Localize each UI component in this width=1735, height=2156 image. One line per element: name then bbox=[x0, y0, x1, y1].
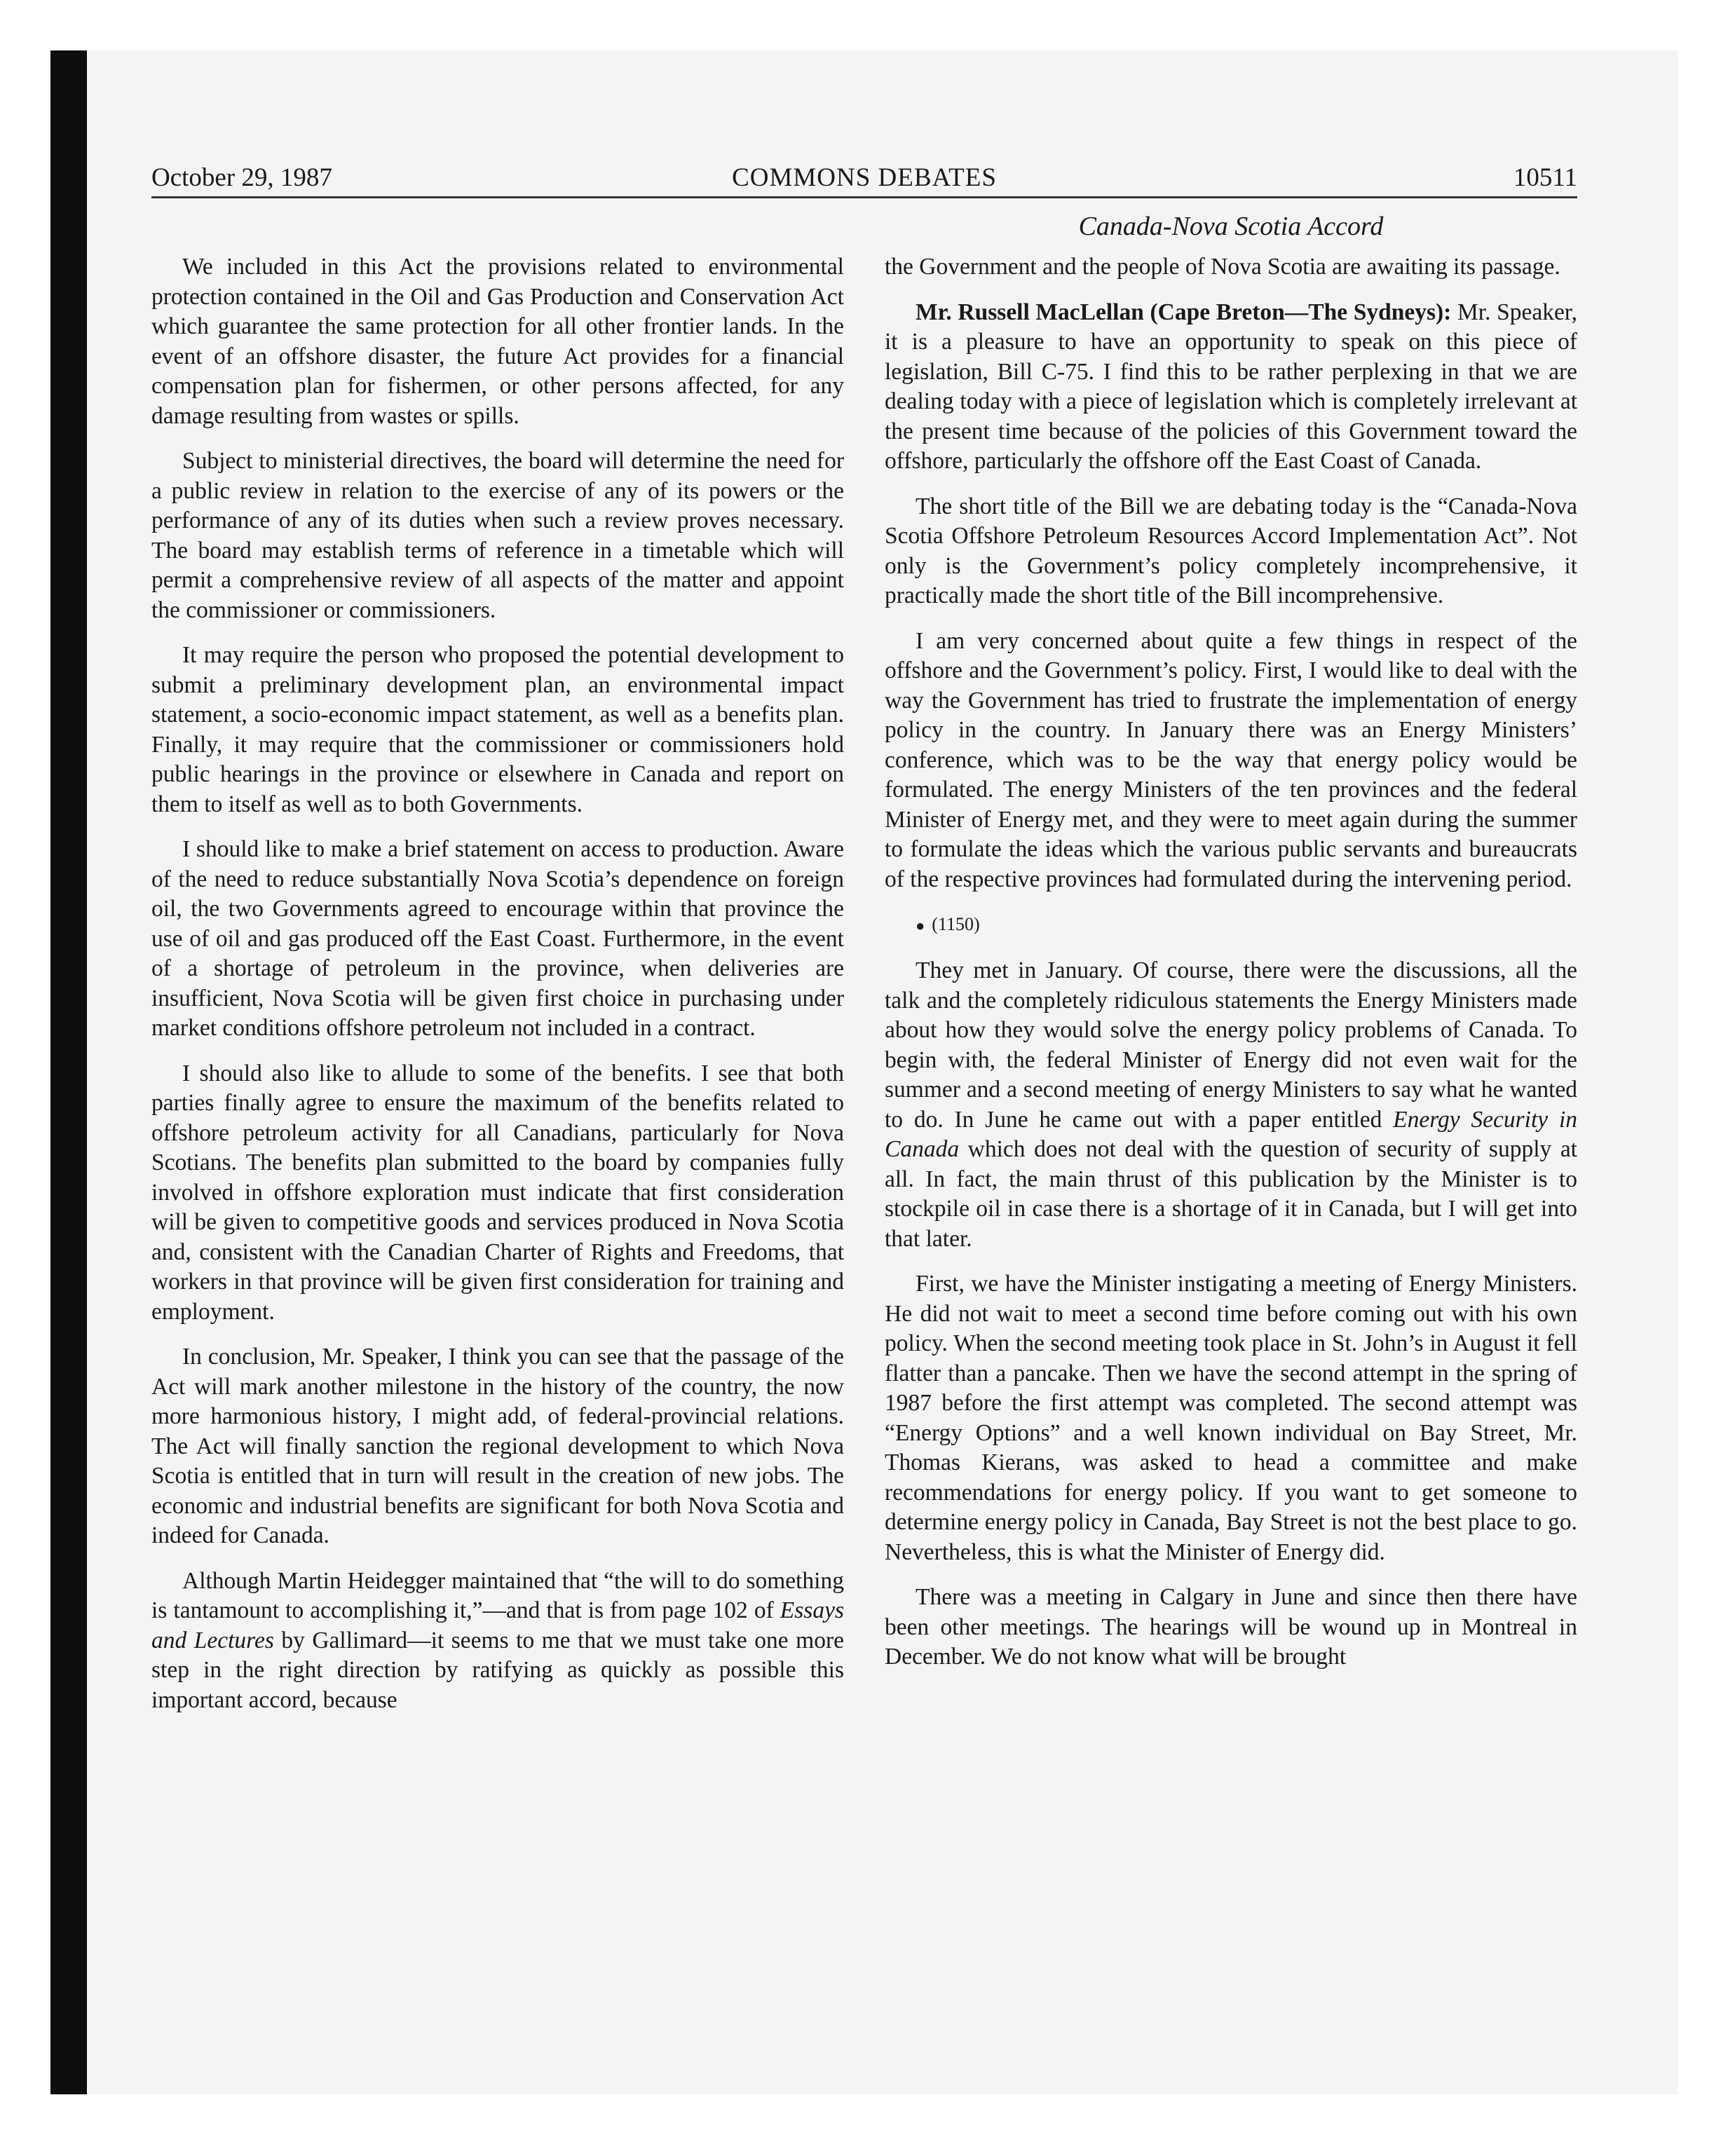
header-date: October 29, 1987 bbox=[151, 163, 332, 192]
speaker-name: Mr. Russell MacLellan (Cape Breton—The Sydneys): bbox=[916, 299, 1452, 325]
paragraph: I should like to make a brief statement on access to production. Aware of the need to reduce substantially Nova Scotia’s dependence on foreign oil, the two Governments agreed to encourage within that province the use of oil and gas produced off the East Coast. Furthermore, in the event of a shortage of petroleum in the province, when deliveries are insufficient, Nova Scotia will be given first choice in purchasing under market conditions offshore petroleum not included in a contract. bbox=[151, 836, 844, 1041]
text-run: by Gallimard—it seems to me that we must take one more step in the right direction by ratifying as quickly as possible this important accord, because bbox=[151, 1627, 844, 1713]
left-column bbox=[151, 252, 844, 1731]
text-run: Although Martin Heidegger maintained that “the will to do something is tantamount to accomplishing it,”—and that is from page 102 of bbox=[151, 1567, 844, 1623]
paragraph: The short title of the Bill we are debating today is the “Canada-Nova Scotia Offshore Petroleum Resources Accord Implementation Act”. Not only is the Government’s policy completely incomprehensive, it practically made the short title of the Bill incomprehensive. bbox=[885, 493, 1577, 608]
book-title: Essays and Lectures bbox=[151, 1597, 844, 1653]
time-stamp: (1150) bbox=[932, 914, 980, 934]
section-title: Canada-Nova Scotia Accord bbox=[1078, 212, 1384, 241]
publication-title: Energy Security in Canada bbox=[885, 1106, 1577, 1163]
text-run: They met in January. Of course, there were the discussions, all the talk and the completely ridiculous statements the Energy Ministers made about how they would solve the energy policy problems of Canada. To begin with, the federal Minister of Energy did not even wait for the summer and a second meeting of energy Ministers to say what he wanted to do. In June he came out with a paper entitled bbox=[885, 957, 1577, 1133]
paragraph: It may require the person who proposed the potential development to submit a preliminary development plan, an environmental impact statement, a socio-economic impact statement, as well as a benefits plan. Finally, it may require that the commissioner or commissioners hold public hearings in the province or elsewhere in Canada and report on them to itself as well as to both Governments. bbox=[151, 642, 844, 817]
right-column bbox=[885, 252, 1577, 1688]
paragraph-continuation: the Government and the people of Nova Scotia are awaiting its passage. bbox=[885, 254, 1560, 280]
speech-paragraph bbox=[885, 298, 1577, 477]
paragraph: First, we have the Minister instigating a meeting of Energy Ministers. He did not wait to meet a second time before coming out with his own policy. When the second meeting took place in St. John’s in August it fell flatter than a pancake. Then we have the second attempt in the spring of 1987 before the first attempt was completed. The second attempt was “Energy Options” and a well known individual on Bay Street, Mr. Thomas Kierans, was asked to head a committee and make recommendations for energy policy. If you want to get someone to determine energy policy in Canada, Bay Street is not the best place to go. Nevertheless, this is what the Minister of Energy did. bbox=[885, 1271, 1577, 1565]
scan-border bbox=[50, 50, 87, 2094]
text-run: which does not deal with the question of security of supply at all. In fact, the main thrust of this publication by the Minister is to stockpile oil in case there is a shortage of it in Canada, but I will get into that later. bbox=[885, 1136, 1577, 1252]
running-header bbox=[151, 160, 1577, 198]
paragraph: There was a meeting in Calgary in June and since then there have been other meetings. The hearings will be wound up in Montreal in December. We do not know what will be brought bbox=[885, 1584, 1577, 1670]
time-marker bbox=[885, 910, 1577, 941]
paragraph-energy bbox=[885, 956, 1577, 1254]
paragraph: Subject to ministerial directives, the board will determine the need for a public review in relation to the exercise of any of its powers or the performance of any of its duties when such a review proves necessary. The board may establish terms of reference in a timetable which will permit a comprehensive review of all aspects of the matter and appoint the commissioner or commissioners. bbox=[151, 448, 844, 623]
paragraph: We included in this Act the provisions related to environmental protection contained in the Oil and Gas Production and Conservation Act which guarantee the same protection for all other frontier lands. In the event of an offshore disaster, the future Act provides for a financial compensation plan for fishermen, or other persons affected, for any damage resulting from wastes or spills. bbox=[151, 254, 844, 429]
bullet-icon: ● bbox=[916, 916, 925, 934]
paragraph-heidegger bbox=[151, 1567, 844, 1716]
text-run: Mr. Speaker, it is a pleasure to have an opportunity to speak on this piece of legislation, Bill C-75. I find this to be rather perplexing in that we are dealing today with a piece of legislation which is completely irrelevant at the present time because of the policies of this Government toward the offshore, particularly the offshore off the East Coast of Canada. bbox=[885, 299, 1577, 474]
header-publication: COMMONS DEBATES bbox=[732, 163, 997, 192]
paragraph: I should also like to allude to some of the benefits. I see that both parties finally agree to ensure the maximum of the benefits related to offshore petroleum activity for all Canadians, particularly for Nova Scotians. The benefits plan submitted to the board by companies fully involved in offshore exploration must indicate that first consideration will be given to competitive goods and services produced in Nova Scotia and, consistent with the Canadian Charter of Rights and Freedoms, that workers in that province will be given first consideration for training and employment. bbox=[151, 1060, 844, 1325]
paragraph: In conclusion, Mr. Speaker, I think you can see that the passage of the Act will mark another milestone in the history of the country, the now more harmonious history, I might add, of federal-provincial relations. The Act will finally sanction the regional development to which Nova Scotia is entitled that in turn will result in the creation of new jobs. The economic and industrial benefits are significant for both Nova Scotia and indeed for Canada. bbox=[151, 1344, 844, 1548]
paragraph: I am very concerned about quite a few things in respect of the offshore and the Government’s policy. First, I would like to deal with the way the Government has tried to frustrate the implementation of energy policy in the country. In January there was an Energy Ministers’ conference, which was to be the way that energy policy would be formulated. The energy Ministers of the ten provinces and the federal Minister of Energy met, and they were to meet again during the summer to formulate the ideas which the various public servants and bureaucrats of the respective provinces had formulated during the intervening period. bbox=[885, 627, 1577, 892]
header-page-number: 10511 bbox=[1513, 163, 1577, 192]
